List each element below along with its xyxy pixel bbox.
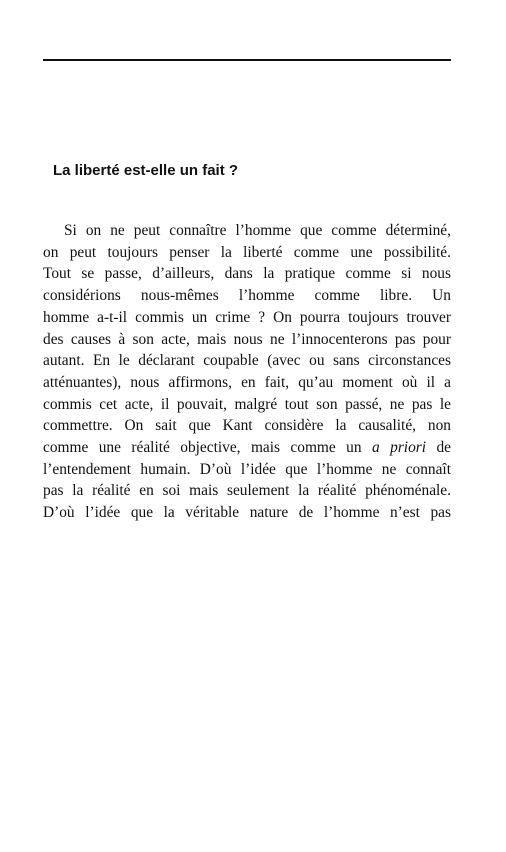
text-line: l’entendement humain. D’où l’idée que l’homme ne connaît — [43, 460, 451, 478]
text-line: considérions nous-mêmes l’homme comme libre. Un — [43, 287, 451, 305]
body-paragraph — [43, 220, 451, 524]
text-line — [43, 437, 451, 459]
text-line: commis cet acte, il pouvait, malgré tout son passé, ne pas le — [43, 395, 451, 413]
text-line: Si on ne peut connaître l’homme que comme déterminé, — [64, 222, 451, 239]
text-segment: de — [426, 439, 452, 457]
text-line: pas la réalité en soi mais seulement la réalité phénoménale. — [43, 482, 451, 500]
text-line: on peut toujours penser la liberté comme une possibilité. — [43, 243, 451, 261]
text-segment: comme une réalité objective, mais comme un — [43, 439, 372, 457]
text-line: commettre. On sait que Kant considère la causalité, non — [43, 417, 451, 435]
section-heading: La liberté est-elle un fait ? — [53, 162, 239, 179]
italic-term: a priori — [372, 439, 427, 457]
text-line: autant. En le déclarant coupable (avec ou sans circonstances — [43, 352, 451, 370]
text-line: D’où l’idée que la véritable nature de l’homme n’est pas — [43, 504, 451, 522]
top-rule — [43, 59, 451, 61]
text-line: atténuantes), nous affirmons, en fait, qu’au moment où il a — [43, 373, 451, 391]
text-line: Tout se passe, d’ailleurs, dans la pratique comme si nous — [43, 265, 451, 283]
text-line: homme a-t-il commis un crime ? On pourra toujours trouver — [43, 308, 451, 326]
text-line: des causes à son acte, mais nous ne l’innocenterons pas pour — [43, 330, 451, 348]
